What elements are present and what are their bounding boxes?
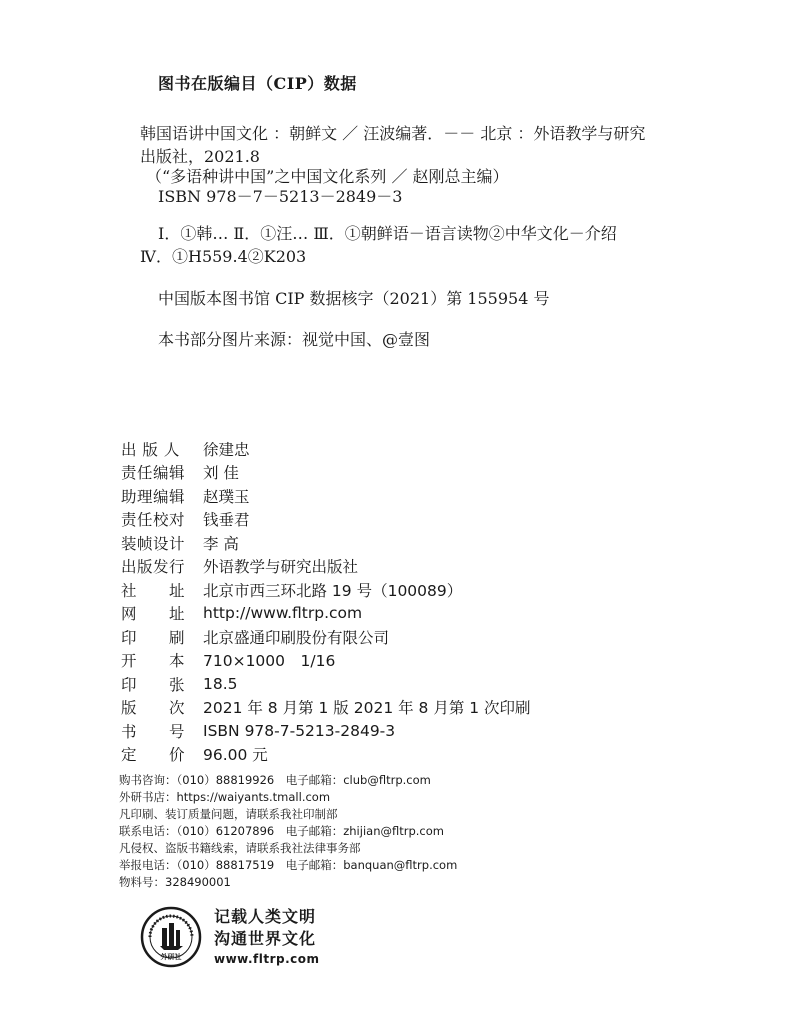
cip-classification-line: Ⅰ．①韩… Ⅱ．①汪… Ⅲ．①朝鲜语－语言读物②中华文化－介绍 <box>158 224 617 243</box>
info-label: 责任校对 <box>121 511 186 530</box>
info-label: 社 址 <box>121 581 186 600</box>
contact-line-report-phone: 举报电话：（010）88817519 电子邮箱：banquan@fltrp.com <box>119 858 458 872</box>
info-row-website <box>121 602 531 626</box>
info-value: 北京盛通印刷股份有限公司 <box>203 628 390 647</box>
slogan-line-1: 记载人类文明 <box>214 907 317 926</box>
info-row-publisher-person <box>121 437 531 461</box>
info-label: 印 张 <box>121 675 186 694</box>
info-value: 李 高 <box>203 534 239 553</box>
info-value: 北京市西三环北路 19 号（100089） <box>203 581 463 600</box>
info-row-distributor <box>121 555 531 579</box>
info-value: 刘 佳 <box>203 464 239 483</box>
info-row-price <box>121 743 531 767</box>
info-label: 开 本 <box>121 652 186 671</box>
contact-info <box>119 772 457 891</box>
contact-line-store: 外研书店：https://waiyants.tmall.com <box>119 790 331 804</box>
info-value: 18.5 <box>203 674 238 693</box>
slogan-line-2: 沟通世界文化 <box>214 929 317 948</box>
publication-info-table <box>121 437 531 766</box>
info-label: 责任编辑 <box>121 464 186 483</box>
info-value: 徐建忠 <box>203 440 250 459</box>
website-link: http://www.fltrp.com <box>203 604 363 623</box>
info-label: 印 刷 <box>121 628 186 647</box>
cip-publisher-line: 出版社，2021.8 <box>140 147 260 166</box>
info-value: 96.00 元 <box>203 746 268 765</box>
info-value: 赵璞玉 <box>203 487 250 506</box>
image-source-note: 本书部分图片来源：视觉中国、@壹图 <box>158 330 431 349</box>
info-label: 定 价 <box>121 746 186 765</box>
logo-text: 外研社 <box>160 953 182 961</box>
info-value: 2021 年 8 月第 1 版 2021 年 8 月第 1 次印刷 <box>203 699 531 718</box>
info-row-proofreader <box>121 508 531 532</box>
contact-line-quality-phone: 联系电话：（010）61207896 电子邮箱：zhijian@fltrp.com <box>119 824 444 838</box>
info-row-designer <box>121 531 531 555</box>
cip-series-line: （“多语种讲中国”之中国文化系列 ／ 赵刚总主编） <box>146 167 509 186</box>
publisher-brand <box>140 906 320 968</box>
info-row-editor <box>121 461 531 485</box>
contact-line-quality: 凡印刷、装订质量问题，请联系我社印制部 <box>119 807 338 821</box>
info-row-address <box>121 578 531 602</box>
info-value: ISBN 978-7-5213-2849-3 <box>203 721 396 740</box>
info-label: 出版发行 <box>121 558 186 577</box>
fltrp-seal-icon <box>140 906 202 968</box>
info-row-format <box>121 649 531 673</box>
info-label: 出 版 人 <box>121 440 180 459</box>
cip-heading: 图书在版编目（CIP）数据 <box>158 74 357 93</box>
info-row-edition <box>121 696 531 720</box>
info-value: 钱垂君 <box>203 511 250 530</box>
contact-line-piracy: 凡侵权、盗版书籍线索，请联系我社法律事务部 <box>119 841 361 855</box>
cip-title-line: 韩国语讲中国文化 ：朝鲜文 ／ 汪波编著．－－ 北京 ：外语教学与研究 <box>140 124 646 143</box>
contact-line-material-number: 物料号：328490001 <box>119 875 231 889</box>
brand-url: www.fltrp.com <box>214 952 320 966</box>
cip-verification-number: 中国版本图书馆 CIP 数据核字（2021）第 155954 号 <box>158 289 550 308</box>
info-value: 710×1000 1/16 <box>203 652 336 671</box>
info-row-printer <box>121 625 531 649</box>
info-label: 装帧设计 <box>121 534 186 553</box>
info-value: 外语教学与研究出版社 <box>203 558 359 577</box>
info-row-isbn <box>121 719 531 743</box>
cip-class-number-line: Ⅳ．①H559.4②K203 <box>140 247 307 266</box>
info-label: 书 号 <box>121 722 186 741</box>
brand-slogan <box>214 906 320 968</box>
info-row-assistant-editor <box>121 484 531 508</box>
cip-isbn-line: ISBN 978－7－5213－2849－3 <box>158 187 403 206</box>
info-label: 助理编辑 <box>121 487 186 506</box>
info-row-sheets <box>121 672 531 696</box>
info-label: 网 址 <box>121 605 186 624</box>
info-label: 版 次 <box>121 699 186 718</box>
contact-line-purchase: 购书咨询：（010）88819926 电子邮箱：club@fltrp.com <box>119 773 431 787</box>
